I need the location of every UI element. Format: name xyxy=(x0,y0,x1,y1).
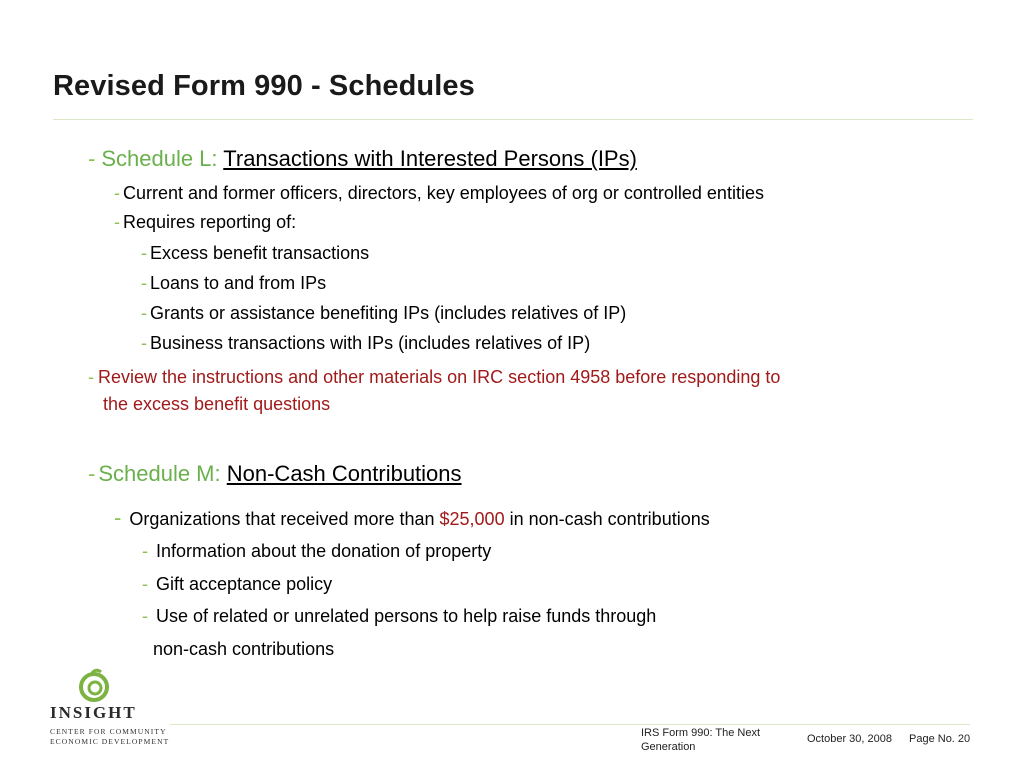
dash: - xyxy=(114,183,120,203)
schedule-l-sub-item-text: Grants or assistance benefiting IPs (includes relatives of IP) xyxy=(150,303,627,323)
logo-name: INSIGHT xyxy=(50,703,137,722)
dash: - xyxy=(142,606,148,626)
schedule-l-sub-item xyxy=(141,303,626,324)
footer-page-number: Page No. 20 xyxy=(909,733,971,745)
dash: - xyxy=(141,243,147,263)
schedule-l-note xyxy=(88,367,780,388)
dash: - xyxy=(141,273,147,293)
slide-title: Revised Form 990 - Schedules xyxy=(53,70,475,102)
schedule-l-item-text: Current and former officers, directors, key employees of org or controlled entities xyxy=(123,183,764,203)
schedule-l-note-line1: Review the instructions and other materials on IRC section 4958 before responding to xyxy=(98,367,781,387)
footer-date: October 30, 2008 xyxy=(807,733,893,745)
schedule-m-sub-item-text: Information about the donation of property xyxy=(156,541,492,561)
schedule-m-bullet xyxy=(88,461,462,487)
schedule-l-note-line2: the excess benefit questions xyxy=(103,394,331,414)
dash: - xyxy=(114,212,120,232)
schedule-m-item-pre: Organizations that received more than xyxy=(129,509,435,529)
logo-subtitle-line2: ECONOMIC DEVELOPMENT xyxy=(50,737,170,746)
logo-subtitle-line1: CENTER FOR COMMUNITY xyxy=(50,727,167,736)
schedule-l-label: Schedule L: xyxy=(101,146,218,171)
schedule-l-item-text: Requires reporting of: xyxy=(123,212,297,232)
title-divider xyxy=(53,119,973,120)
schedule-l-sub-item-text: Loans to and from IPs xyxy=(150,273,327,293)
footer-divider xyxy=(170,724,970,725)
schedule-l-sub-item-text: Excess benefit transactions xyxy=(150,243,370,263)
schedule-m-sub-item xyxy=(142,541,491,562)
schedule-m-sub-item-text: Use of related or unrelated persons to help raise funds through xyxy=(156,606,657,626)
schedule-l-sub-item xyxy=(141,333,590,354)
schedule-m-heading: Non-Cash Contributions xyxy=(226,461,462,486)
dash: - xyxy=(88,146,96,171)
schedule-m-sub-item xyxy=(142,606,656,627)
schedule-l-sub-item xyxy=(141,243,369,264)
dash: - xyxy=(88,367,94,387)
dash: - xyxy=(141,333,147,353)
schedule-m-item xyxy=(114,505,710,531)
dash: - xyxy=(141,303,147,323)
schedule-m-item-amount: $25,000 xyxy=(439,509,505,529)
schedule-l-sub-item-text: Business transactions with IPs (includes relatives of IP) xyxy=(150,333,591,353)
schedule-m-item-post: in non-cash contributions xyxy=(509,509,710,529)
insight-logo-icon xyxy=(48,668,148,708)
schedule-l-item xyxy=(114,212,296,233)
schedule-l-heading: Transactions with Interested Persons (IPs) xyxy=(223,146,637,171)
footer-doc-title-line2: Generation xyxy=(641,741,696,753)
dash: - xyxy=(142,541,148,561)
schedule-m-sub-item xyxy=(142,574,332,595)
footer-doc-title-line1: IRS Form 990: The Next xyxy=(641,727,761,739)
schedule-m-label: Schedule M: xyxy=(98,461,221,486)
schedule-l-sub-item xyxy=(141,273,326,294)
dash: - xyxy=(142,574,148,594)
schedule-m-sub-item-text: Gift acceptance policy xyxy=(156,574,333,594)
schedule-m-continuation: non-cash contributions xyxy=(153,639,335,659)
dash: - xyxy=(88,461,96,486)
schedule-l-bullet xyxy=(88,146,637,172)
schedule-l-item xyxy=(114,183,764,204)
dash: - xyxy=(114,505,122,530)
